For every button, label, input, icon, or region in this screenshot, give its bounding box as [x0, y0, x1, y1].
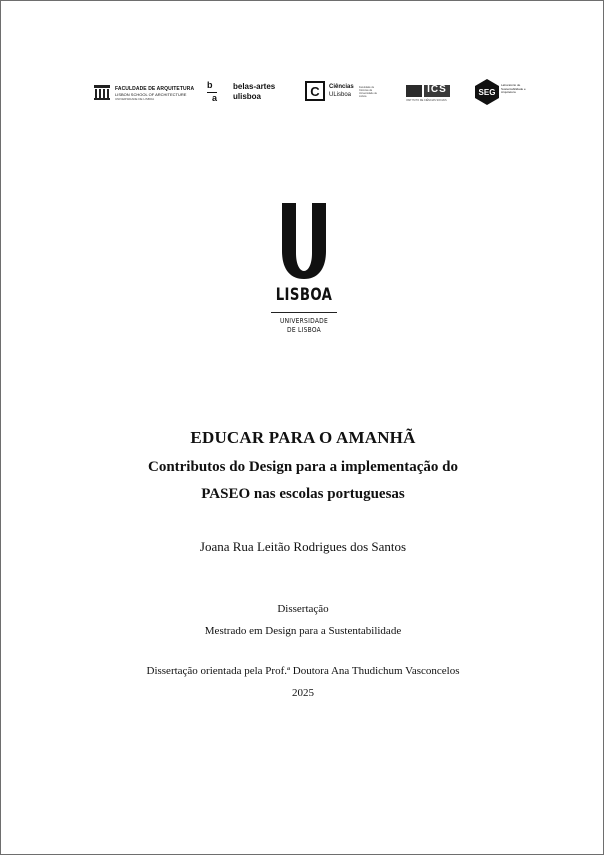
seg-logo: [475, 79, 531, 107]
ulisboa-subtitle-line1: UNIVERSIDADE: [279, 317, 328, 325]
belas-artes-logo: [205, 79, 285, 105]
universidade-lisboa-logo: [267, 199, 341, 345]
document-supervision: Dissertação orientada pela Prof.ª Doutora Ana Thudichum Vasconcelos: [146, 665, 460, 677]
ciencias-c-icon: [305, 81, 325, 101]
ics-mark: ICS: [427, 84, 447, 95]
institution-logos-row: [1, 77, 605, 109]
seg-logo-small: Laboratório de Sustentabilidade e Arquitetura: [501, 83, 526, 95]
ics-bar-shape: [406, 85, 422, 97]
ulisboa-divider: [271, 312, 337, 313]
document-author: Joana Rua Leitão Rodrigues dos Santos: [199, 539, 407, 554]
ba-logo-line2: ulisboa: [233, 92, 262, 101]
ciencias-logo-small: Faculdade de Ciências da Universidade de Lisboa: [359, 86, 378, 98]
ba-mark-a: a: [212, 93, 218, 103]
document-type: Dissertação: [277, 603, 329, 615]
faculdade-arquitetura-logo: [93, 83, 195, 103]
fa-logo-line1: FACULDADE DE ARQUITETURA: [115, 86, 195, 92]
fa-logo-line2: LISBON SCHOOL OF ARCHITECTURE: [115, 92, 187, 97]
ulisboa-subtitle-line2: DE LISBOA: [286, 326, 321, 334]
document-year: 2025: [292, 687, 314, 699]
ulisboa-subtitle: [273, 317, 336, 335]
document-degree: Mestrado em Design para a Sustentabilidade: [204, 625, 402, 637]
ics-logo-small: INSTITUTO DE CIÊNCIAS SOCIAIS: [406, 99, 447, 102]
ciencias-mark: C: [310, 84, 320, 99]
ulisboa-wordmark: LISBOA: [275, 285, 333, 305]
ciencias-logo-line1: Ciências: [329, 84, 354, 90]
ciencias-logo-line2: ULisboa: [329, 92, 352, 98]
ba-logo-line1: belas-artes: [233, 82, 276, 91]
document-subtitle-line1: Contributos do Design para a implementação do: [147, 459, 458, 475]
ba-mark-b: b: [207, 80, 213, 90]
document-title: EDUCAR PARA O AMANHÃ: [190, 428, 416, 447]
ulisboa-u-icon: [267, 199, 341, 281]
ics-logo: [406, 83, 451, 105]
ciencias-logo: [305, 81, 385, 105]
seg-shield-icon: [475, 79, 499, 105]
seg-mark: SEG: [478, 88, 496, 97]
architecture-building-icon: [93, 83, 111, 101]
document-subtitle-line2: PASEO nas escolas portuguesas: [201, 486, 405, 502]
fa-logo-line3: UNIVERSIDADE DE LISBOA: [115, 97, 155, 101]
